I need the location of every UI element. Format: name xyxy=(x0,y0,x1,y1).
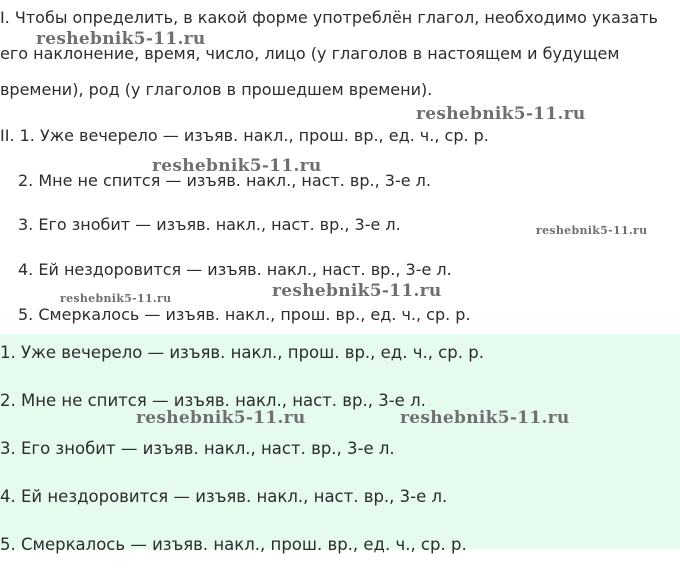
answer-item-3: 3. Его знобит — изъяв. накл., наст. вр., 3-е л. xyxy=(0,439,395,458)
section2-item-3: 3. Его знобит — изъяв. накл., наст. вр., 3-е л. xyxy=(18,215,401,234)
section2-item-1: II. 1. Уже вечерело — изъяв. накл., прош. вр., ед. ч., ср. р. xyxy=(0,126,489,145)
intro-line-2: его наклонение, время, число, лицо (у глаголов в настоящем и будущем xyxy=(0,44,620,63)
answer-item-2: 2. Мне не спится — изъяв. накл., наст. вр., 3-е л. xyxy=(0,391,426,410)
watermark: reshebnik5-11.ru xyxy=(400,408,570,428)
watermark: reshebnik5-11.ru xyxy=(152,156,322,176)
watermark: reshebnik5-11.ru xyxy=(136,408,306,428)
intro-line-3: времени), род (у глаголов в прошедшем времени). xyxy=(0,80,433,99)
watermark: reshebnik5-11.ru xyxy=(60,292,172,305)
section2-item-2: 2. Мне не спится — изъяв. накл., наст. вр., 3-е л. xyxy=(18,171,431,190)
answer-block xyxy=(0,334,680,554)
watermark: reshebnik5-11.ru xyxy=(36,29,206,49)
watermark: reshebnik5-11.ru xyxy=(536,224,648,237)
answer-item-5-clip xyxy=(0,535,680,554)
answer-item-4: 4. Ей нездоровится — изъяв. накл., наст. вр., 3-е л. xyxy=(0,487,448,506)
section2-item-4: 4. Ей нездоровится — изъяв. накл., наст. вр., 3-е л. xyxy=(18,260,452,279)
intro-line-1: I. Чтобы определить, в какой форме употреблён глагол, необходимо указать xyxy=(0,8,658,27)
answer-item-5: 5. Смеркалось — изъяв. накл., прош. вр., ед. ч., ср. р. xyxy=(0,535,467,554)
answer-item-1: 1. Уже вечерело — изъяв. накл., прош. вр., ед. ч., ср. р. xyxy=(0,343,484,362)
section2-item-5: 5. Смеркалось — изъяв. накл., прош. вр., ед. ч., ср. р. xyxy=(18,305,471,324)
watermark: reshebnik5-11.ru xyxy=(416,104,586,124)
watermark: reshebnik5-11.ru xyxy=(272,281,442,301)
